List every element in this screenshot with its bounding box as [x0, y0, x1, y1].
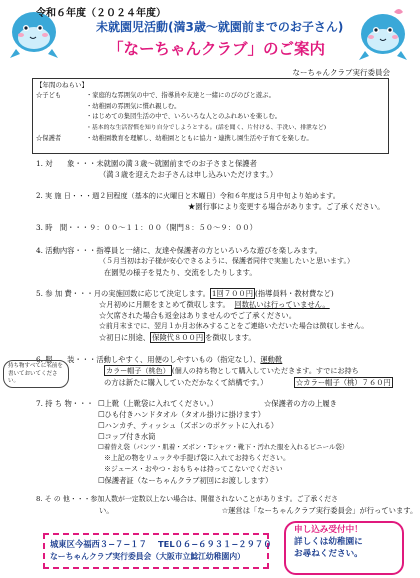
goals-child-label: ☆子ども [36, 92, 62, 99]
annual-goals-title: 【年間のねらい】 [36, 81, 88, 89]
goals-child-item: ・基本的な生活習慣を知り自分でしようとする。(話を聞く、片付ける、手洗い、排泄など) [86, 124, 327, 131]
clothing-intro: 6. 服 装・・・活動しやすく、用便のしやすいもの（指定なし）、 [36, 355, 261, 364]
section-activity-note: 在園児の様子を見たり、交流をしたりします。 [104, 268, 257, 277]
other-tail: い。 [99, 506, 114, 515]
goals-child-item: ・家庭的な雰囲気の中で、指導員や友達と一緒にのびのびと遊ぶ。 [86, 92, 275, 99]
belongings-note: ※ジュース・おやつ・おもちゃは持ってこないでください [104, 465, 283, 473]
clothing-hat-note: の方は新たに購入していただかなくて結構です。） [104, 378, 268, 387]
section-target-note: （満３歳を迎えたお子さんは申し込みいただけます。） [99, 170, 278, 179]
section-activity-note: （５月当初はお子様が安心できるように、保護者同伴で実施したいと思います。） [99, 257, 354, 265]
section-other-note [99, 505, 417, 516]
fee-per-session: 1回７００円 [211, 289, 254, 298]
fee-breakdown: (指導員料・教材費など) [255, 289, 334, 298]
callout-line: お尋ねください。 [294, 549, 363, 559]
callout-line: 詳しくは幼稚園に [294, 537, 363, 547]
contact-address: 城東区今福西３−７−１７ [50, 539, 147, 549]
page-subtitle: 未就園児活動(満3歳～就園前までのお子さん) [96, 20, 344, 34]
section-schedule: 2. 実 施 日・・・週２回程度（基本的に火曜日と木曜日）令和６年度は５月中旬より始めます。 [36, 191, 340, 200]
belongings-item: ☐保護者証（なーちゃんクラブ初回にお渡しします） [98, 476, 273, 485]
contact-phone: TEL０６−６９３１−２９７０ [158, 539, 272, 549]
belongings-item: ☆保護者の方の上履き [264, 399, 337, 408]
goals-child-item: ・はじめての集団生活の中で、いろいろな人とのふれあいを楽しむ。 [86, 113, 282, 120]
fee-note [99, 299, 330, 310]
section-belongings: 7. 持 ち 物・・・ [36, 399, 94, 408]
clothing-hat-color: カラー帽子（桃色） [106, 366, 170, 375]
clothing-hat [104, 365, 359, 376]
fee-note: ☆欠席された場合も返金はありませんのでご了承ください。 [99, 311, 297, 320]
insurance-fee: 保険代８００円 [152, 333, 204, 342]
belongings-item: ☐上靴（上靴袋に入れてください。） [98, 399, 218, 408]
clothing-shoes: 運動靴 [260, 355, 283, 364]
fiscal-year-label: 令和６年度（２０２４年度） [36, 8, 166, 19]
committee-name: なーちゃんクラブ実行委員会 [292, 68, 390, 77]
callout-line: 申し込み受付中！ [294, 525, 363, 535]
section-activity: 4. 活動内容・・・指導員と一緒に、友達や保護者の方といろいろな遊びを楽しみます。 [36, 246, 322, 255]
section-schedule-note: ★園行事により変更する場合があります。ご了承ください。 [188, 202, 385, 211]
belongings-item: ☐コップ付き水筒 [98, 432, 156, 441]
insurance-intro: ☆初日に別途、 [99, 333, 151, 342]
page-title: 「なーちゃんクラブ」のご案内 [108, 40, 326, 58]
goals-parent-item: ・幼稚園教育を理解し、幼稚園とともに協力・連携し園生活や子育てを楽しむ。 [86, 135, 313, 142]
other-operator: ☆運営は「なーちゃんクラブ実行委員会」が行っています。 [221, 506, 418, 515]
fee-note [99, 332, 256, 343]
fee-intro: 5. 参 加 費・・・月の実施回数に応じて決定します。 [36, 289, 210, 298]
section-clothing [36, 354, 282, 365]
section-other: 8. そ の 他・・・参加人数が一定数以上ない場合は、開催されないことがあります。ご了承くださ [36, 495, 338, 503]
section-fee [36, 288, 334, 299]
belongings-item: ☐ハンカチ、ティッシュ（ズボンのポケットに入れる） [98, 421, 279, 430]
clothing-hat-price [294, 377, 393, 388]
clothing-hat-note: (個人の持ち物として購入していただきます。すでにお持ち [171, 366, 359, 375]
goals-child-item: ・幼稚園の雰囲気に慣れ親しむ。 [86, 102, 181, 110]
section-time: 3. 時 間・・・９：００～１１：００（開門８：５０～９：００） [36, 223, 257, 232]
contact-organization: なーちゃんクラブ実行委員会（大阪市立鯰江幼稚園内） [50, 552, 245, 561]
belongings-note: ※上記の物をリュックや手提げ袋に入れてお持ちください。 [104, 454, 290, 462]
goals-parent-label: ☆保護者 [36, 135, 62, 142]
belongings-item: ☐ひも付きハンドタオル（タオル掛けに掛けます） [98, 410, 266, 419]
insurance-tail: を徴収します。 [205, 333, 256, 342]
name-label-memo: 持ち物すべてに名前を書いておいてください。 [3, 360, 69, 388]
fee-note: ☆前月末までに、翌月１か月お休みすることをご連絡いただいた場合は徴収しません。 [99, 322, 369, 330]
belongings-item: ☐着替え袋（パンツ・肌着・ズボン・Tシャツ・靴下・汚れた服を入れるビニール袋） [98, 443, 349, 451]
hat-price-box: ☆カラー帽子（桃）７６０円 [296, 378, 391, 387]
fee-note-no-per-session: 回数払いは行っていません。 [234, 300, 330, 309]
mascot-right-illustration [352, 6, 414, 64]
fee-note-monthly: ☆月初めに月額をまとめて徴収します。 [99, 300, 230, 309]
section-target: 1. 対 象・・・未就園の満３歳～就園前までのお子さまと保護者 [36, 159, 257, 168]
